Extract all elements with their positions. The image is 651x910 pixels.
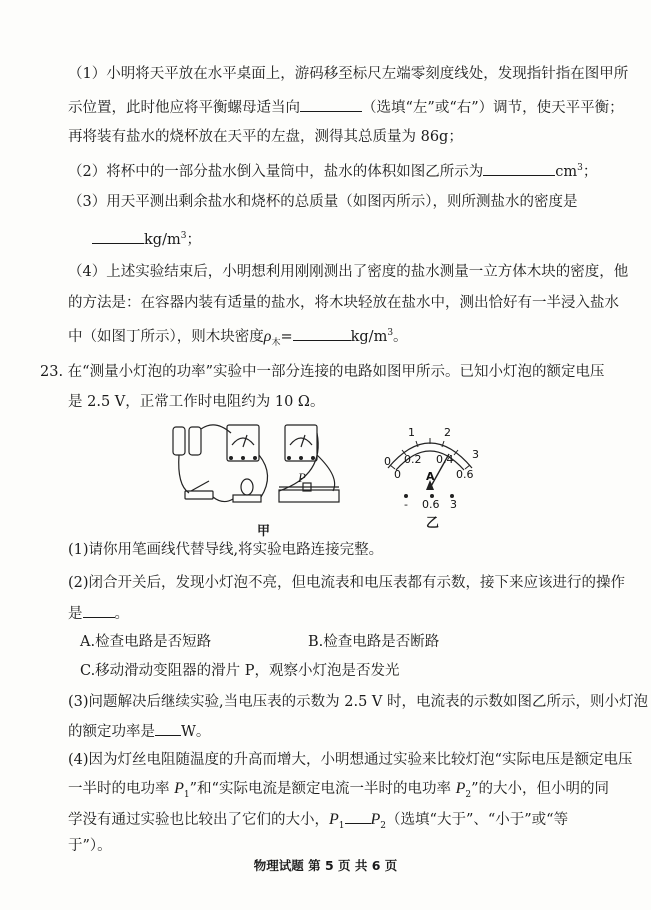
text: 。 (393, 329, 408, 345)
outer-tick-label: 2 (444, 426, 451, 439)
voltmeter-box (285, 425, 317, 461)
option-b: B.检查电路是否断路 (308, 634, 440, 650)
q23-sub2-line2 (68, 602, 651, 624)
ammeter-dial-figure-yi (370, 418, 490, 518)
outer-tick-label: 1 (408, 426, 415, 439)
answer-blank (345, 808, 371, 824)
text: 。 (114, 606, 129, 622)
page-footer: 物理试题 第 5 页 共 6 页 (253, 858, 398, 873)
rheostat-body (279, 490, 339, 502)
lamp-bulb (241, 479, 253, 495)
unit: cm (555, 164, 578, 180)
subscript: 木 (271, 337, 281, 348)
q23-sub3-line2 (68, 720, 651, 742)
answer-blank (83, 602, 115, 618)
symbol-p: P (174, 780, 184, 797)
slider-label-p: P (298, 470, 306, 485)
text: 一半时的电功率 (68, 781, 175, 797)
unit: kg/m (144, 232, 181, 248)
text: 示位置，此时他应将平衡螺母适当向 (68, 100, 300, 116)
q22-part3-line2 (92, 228, 651, 250)
text: 中（如图丁所示），则木块密度 (68, 329, 264, 345)
outer-tick-label: 0 (384, 455, 391, 468)
ammeter-box (227, 425, 259, 461)
circuit-figure-jia (165, 415, 355, 525)
text: = (280, 329, 293, 345)
terminal-label: 3 (450, 498, 457, 511)
q22-part1-line3: 再将装有盐水的烧杯放在天平的左盘，测得其总质量为 86g； (68, 129, 463, 145)
answer-blank (483, 160, 555, 176)
text: W。 (181, 724, 211, 740)
battery-cell (173, 427, 185, 455)
text: 是 (68, 606, 83, 622)
text: ”的大小，但小明的同 (471, 781, 609, 797)
unit: kg/m (350, 329, 388, 345)
outer-tick-label: 3 (472, 448, 479, 461)
inner-tick-label: 0.6 (456, 468, 474, 481)
switch-base (185, 491, 213, 499)
q23-sub1: (1)请你用笔画线代替导线,将实验电路连接完整。 (68, 542, 384, 558)
answer-blank (300, 96, 362, 112)
superscript: 3 (180, 231, 187, 242)
subscript: 1 (338, 820, 345, 831)
terminal-label: 0.6 (422, 498, 440, 511)
subscript: 2 (465, 789, 472, 800)
option-a: A.检查电路是否短路 (80, 634, 212, 650)
q23-sub4-line3 (68, 808, 651, 830)
q22-part1-line1: （1）小明将天平放在水平桌面上，游码移至标尺左端零刻度线处，发现指针指在图甲所 (68, 66, 629, 82)
unit-label: A (426, 470, 435, 483)
terminal-label: - (404, 498, 408, 511)
subscript: 1 (183, 789, 190, 800)
superscript: 3 (387, 328, 394, 339)
q23-sub4-line1: (4)因为灯丝电阻随温度的升高而增大，小明想通过实验来比较灯泡“实际电压是额定电压 (68, 752, 633, 768)
q22-part4-line2: 的方法是：在容器内装有适量的盐水，将木块轻放在盐水中，测出恰好有一半浸入盐水 (68, 295, 619, 311)
q23-intro-line1: 23. 在“测量小灯泡的功率”实验中一部分连接的电路如图甲所示。已知小灯泡的额定电压 (40, 364, 605, 380)
answer-blank (293, 325, 351, 341)
text: ； (186, 232, 201, 248)
text: （选填“大于”、“小于”或“等 (386, 812, 569, 828)
symbol-p: P (455, 780, 466, 797)
q22-part4-line3 (68, 325, 651, 347)
symbol-p: P (329, 811, 339, 828)
option-c: C.移动滑动变阻器的滑片 P，观察小灯泡是否发光 (80, 663, 400, 679)
battery-cell (189, 427, 201, 455)
q22-part2 (68, 160, 651, 182)
answer-blank (155, 720, 181, 736)
inner-tick-label: 0 (394, 468, 401, 481)
text: ”和“实际电流是额定电流一半时的电功率 (189, 781, 456, 797)
q22-part4-line1: （4）上述实验结束后，小明想利用刚刚测出了密度的盐水测量一立方体木块的密度，他 (68, 264, 629, 280)
q23-sub4-line4: 于”）。 (68, 838, 112, 854)
rho-symbol: ρ (263, 328, 272, 345)
superscript: 3 (577, 163, 583, 174)
lamp-base (233, 495, 261, 502)
q23-sub2-line1: (2)闭合开关后，发现小灯泡不亮，但电流表和电压表都有示数，接下来应该进行的操作 (68, 575, 626, 591)
figure-label-jia: 甲 (257, 524, 271, 539)
subscript: 2 (380, 820, 387, 831)
figure-label-yi: 乙 (426, 516, 440, 531)
q22-part1-line2 (68, 96, 651, 118)
q23-sub4-line2 (68, 779, 651, 799)
q23-intro-line2: 是 2.5 V，正常工作时电阻约为 10 Ω。 (68, 394, 325, 410)
text: 的额定功率是 (68, 724, 155, 740)
inner-tick-label: 0.4 (436, 453, 454, 466)
text: （选填“左”或“右”）调节，使天平平衡； (362, 100, 624, 116)
q23-sub3-line1: (3)问题解决后继续实验,当电压表的示数为 2.5 V 时，电流表的示数如图乙所示，则小灯泡 (68, 694, 649, 710)
text: 学没有通过实验也比较出了它们的大小， (68, 812, 329, 828)
inner-tick-label: 0.2 (404, 453, 422, 466)
symbol-p: P (370, 811, 381, 828)
text: （2）将杯中的一部分盐水倒入量筒中，盐水的体积如图乙所示为 (68, 164, 484, 180)
answer-blank (92, 228, 144, 244)
q22-part3-line1: （3）用天平测出剩余盐水和烧杯的总质量（如图丙所示），则所测盐水的密度是 (68, 194, 578, 210)
text: ； (582, 164, 598, 180)
